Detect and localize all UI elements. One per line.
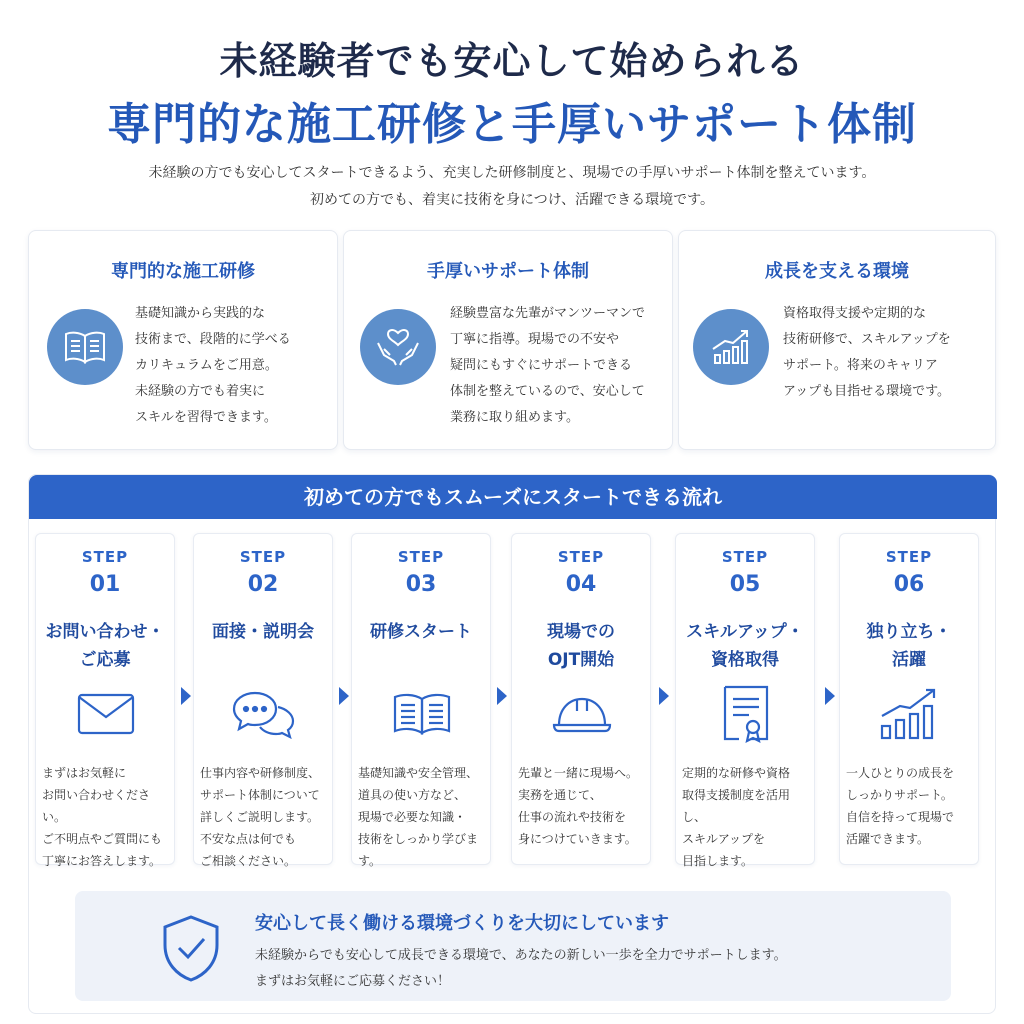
step-label: STEP <box>239 548 287 566</box>
book-icon <box>387 684 457 744</box>
step-title: スキルアップ・ 資格取得 <box>686 622 804 670</box>
step-label: STEP <box>721 548 769 566</box>
feature-text-line: 資格取得支援や定期的な <box>783 306 927 321</box>
step-title: 現場での OJT開始 <box>547 622 615 670</box>
onboarding-flow <box>28 474 996 1014</box>
intro-text <box>0 160 1024 214</box>
feature-text-line: 基礎知識から実践的な <box>135 306 266 321</box>
step-label: STEP <box>397 548 445 566</box>
step-title: お問い合わせ・ ご応募 <box>45 622 165 670</box>
step-description: 仕事内容や研修制度、 サポート体制について 詳しくご説明します。 不安な点は何でも ご相談ください。 <box>200 766 321 868</box>
feature-text-line: サポート。将来のキャリア <box>783 358 938 373</box>
step-title: 独り立ち・ 活躍 <box>866 622 952 670</box>
step-arrow-icon <box>825 687 835 705</box>
step-arrow-icon <box>659 687 669 705</box>
step-description: 一人ひとりの成長を しっかりサポート。 自信を持って現場で 活躍できます。 <box>846 766 955 846</box>
step-description: 定期的な研修や資格 取得支援制度を活用し、 スキルアップを 目指します。 <box>682 766 791 868</box>
step-arrow-icon <box>339 687 349 705</box>
step-number: 02 <box>247 572 279 597</box>
book-icon <box>47 309 123 385</box>
intro-line-2: 初めての方でも、着実に技術を身につけ、活躍できる環境です。 <box>309 192 715 208</box>
hero-headline: 未経験者でも安心して始められる <box>219 38 805 83</box>
step-description: 基礎知識や安全管理、 道具の使い方など、 現場で必要な知識・ 技術をしっかり学びます。 <box>358 766 479 868</box>
step-card-05 <box>675 533 815 868</box>
step-card-02 <box>193 533 333 868</box>
chat-bubbles-icon <box>229 684 299 744</box>
step-number: 01 <box>89 572 121 597</box>
feature-text-line: 業務に取り組めます。 <box>450 410 579 425</box>
feature-text-line: 技術まで、段階的に学べる <box>135 332 291 347</box>
step-arrow-icon <box>181 687 191 705</box>
notice-banner <box>75 891 951 1001</box>
step-card-04 <box>511 533 651 865</box>
feature-text <box>450 301 645 431</box>
feature-card-support <box>343 230 673 450</box>
feature-text-line: 疑問にもすぐにサポートできる <box>450 358 633 373</box>
feature-text <box>783 301 951 405</box>
envelope-icon <box>71 684 141 744</box>
notice-text: 未経験からでも安心して成長できる環境で、あなたの新しい一歩を全力でサポートします。 まずはお気軽にご応募ください！ <box>255 948 787 989</box>
step-description: 先輩と一緒に現場へ。 実務を通じて、 仕事の流れや技術を 身につけていきます。 <box>518 766 639 846</box>
step-title: 研修スタート <box>370 622 472 642</box>
step-description: まずはお気軽に お問い合わせください。 ご不明点やご質問にも 丁寧にお答えします。 <box>42 766 163 868</box>
feature-text-line: 技術研修で、スキルアップを <box>783 332 951 347</box>
feature-text <box>135 301 291 431</box>
step-card-03 <box>351 533 491 868</box>
step-card-01 <box>35 533 175 868</box>
step-label: STEP <box>557 548 605 566</box>
step-number: 06 <box>893 572 925 597</box>
notice-title: 安心して長く働ける環境づくりを大切にしています <box>255 913 669 934</box>
feature-title: 手厚いサポート体制 <box>427 261 589 282</box>
growth-chart-icon <box>875 684 945 744</box>
feature-cards <box>28 230 996 450</box>
feature-text-line: スキルを習得できます。 <box>135 410 277 425</box>
step-card-06 <box>839 533 979 865</box>
shield-check-icon <box>159 913 223 983</box>
feature-text-line: 経験豊富な先輩がマンツーマンで <box>450 306 646 321</box>
heart-hands-icon <box>360 309 436 385</box>
step-label: STEP <box>81 548 129 566</box>
intro-line-1: 未経験の方でも安心してスタートできるよう、充実した研修制度と、現場での手厚いサポート体制を整えています。 <box>148 165 876 181</box>
feature-text-line: 体制を整えているので、安心して <box>450 384 645 399</box>
hard-hat-icon <box>547 684 617 744</box>
step-label: STEP <box>885 548 933 566</box>
feature-card-growth <box>678 230 996 450</box>
step-number: 04 <box>565 572 597 597</box>
feature-text-line: カリキュラムをご用意。 <box>135 358 278 373</box>
step-number: 05 <box>729 572 761 597</box>
step-title: 面接・説明会 <box>212 622 314 642</box>
feature-text-line: 未経験の方でも着実に <box>135 384 266 399</box>
feature-card-training <box>28 230 338 450</box>
feature-title: 成長を支える環境 <box>765 261 909 282</box>
feature-text-line: アップも目指せる環境です。 <box>783 384 951 399</box>
step-number: 03 <box>405 572 437 597</box>
flow-header: 初めての方でもスムーズにスタートできる流れ <box>29 475 997 519</box>
feature-title: 専門的な施工研修 <box>111 261 255 282</box>
certificate-icon <box>711 684 781 744</box>
growth-chart-icon <box>693 309 769 385</box>
feature-text-line: 丁寧に指導。現場での不安や <box>450 332 620 347</box>
hero-subheadline: 専門的な施工研修と手厚いサポート体制 <box>107 99 917 150</box>
step-arrow-icon <box>497 687 507 705</box>
